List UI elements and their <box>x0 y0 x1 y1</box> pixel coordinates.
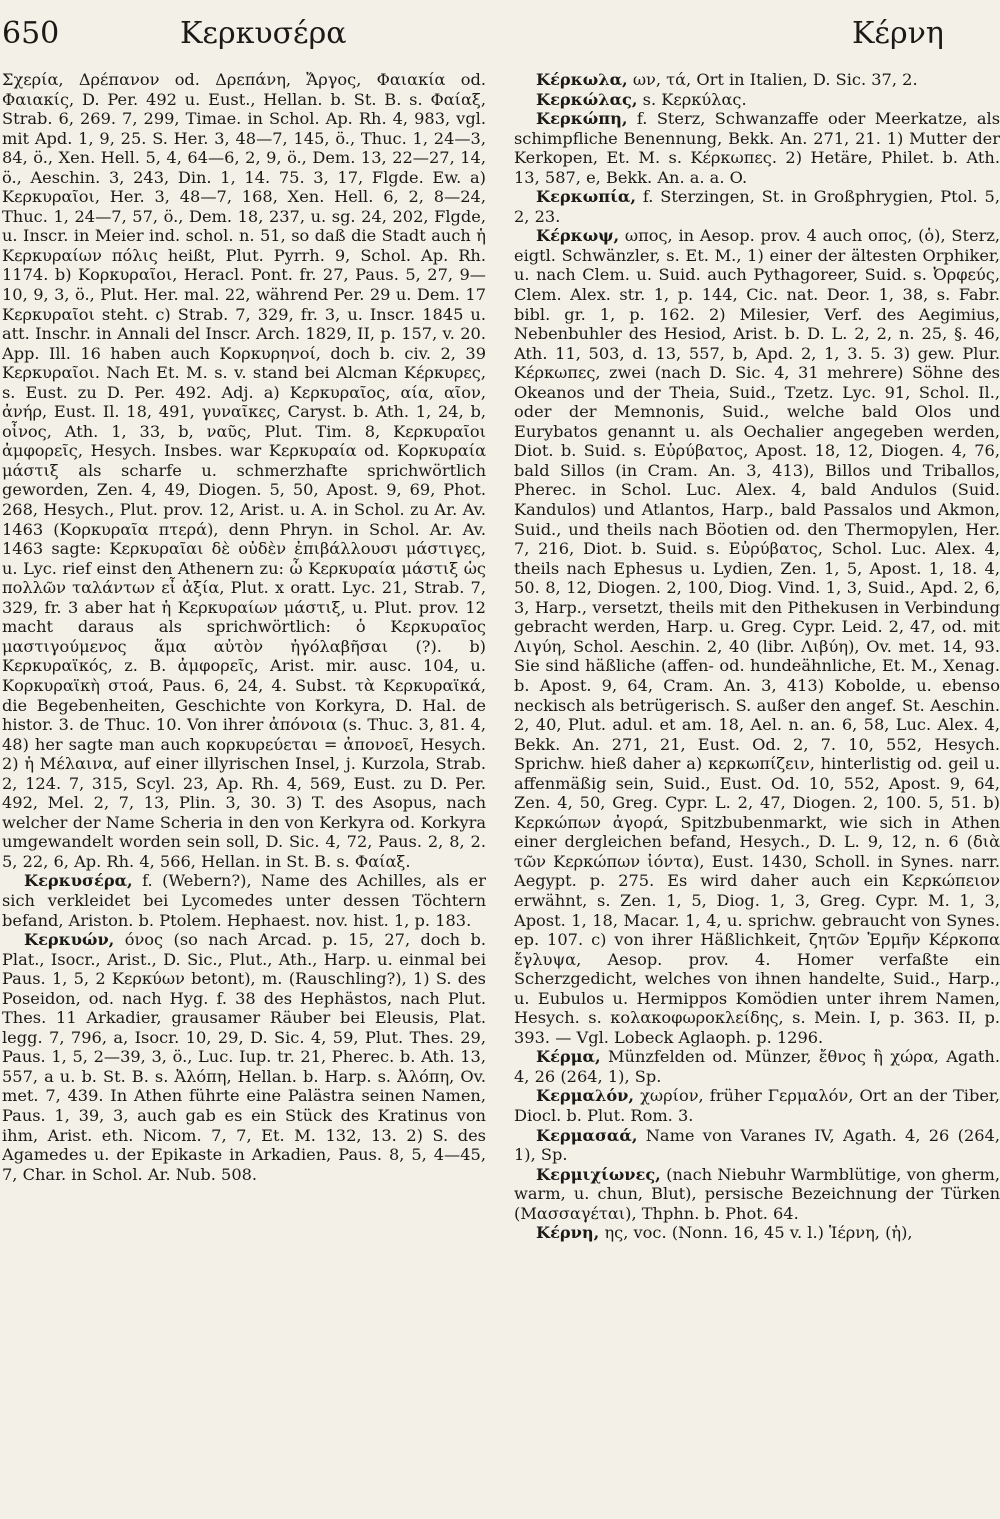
entry-text: f. (Webern?), Name des Achilles, als er sich verkleidet bei Lycomedes unter dessen Töchtern befand, Ariston. b. Ptolem. Hephaest. nov. hist. 1, p. 183. <box>2 871 486 930</box>
dictionary-entry <box>2 930 486 1184</box>
entry-text: (nach Niebuhr Warmblütige, von gherm, warm, u. chun, Blut), persische Bezeichnung der Türken (Μασσαγέται), Thphn. b. Phot. 64. <box>514 1164 1000 1223</box>
page-number: 650 <box>2 16 60 51</box>
entry-text: όνος (so nach Arcad. p. 15, 27, doch b. Plat., Isocr., Arist., D. Sic., Plut., Ath., Harp. u. einmal bei Paus. 1, 5, 2 Κερκύων betont), m. (Rauschling?), 1) S. des Poseidon, od. nach Hyg. f. 38 des Hephästos, nach Plut. Thes. 11 Arkadier, grausamer Räuber bei Eleusis, Plat. legg. 7, 796, a, Isocr. 10, 29, D. Sic. 4, 59, Plut. Thes. 29, Paus. 1, 5, 2—39, 3, ö., Luc. Iup. tr. 21, Pherec. b. Ath. 13, 557, a u. b. St. B. s. Ἀλόπη, Hellan. b. Harp. s. Ἀλόπη, Ov. met. 7, 439. In Athen führte eine Palästra seinen Namen, Paus. 1, 39, 3, auch gab es ein Stück des Kratinus von ihm, Arist. eth. Nicom. 7, 7, Et. M. 132, 13. 2) S. des Agamedes u. der Epikaste in Arkadien, Paus. 8, 5, 4—45, 7, Char. in Schol. Ar. Nub. 508. <box>2 930 486 1184</box>
entry-lemma: Κερκωπία, <box>536 187 636 207</box>
dictionary-entry <box>514 70 1000 90</box>
dictionary-entry <box>514 1165 1000 1224</box>
entry-lemma: Κέρκωλα, <box>536 70 628 89</box>
entry-text: f. Sterzingen, St. in Großphrygien, Ptol. 5, 2, 23. <box>514 187 1000 226</box>
right-column <box>514 70 1000 1500</box>
dictionary-entry <box>514 109 1000 187</box>
right-running-headword: Κέρνη <box>852 16 944 51</box>
entry-lemma: Κερκυσέρα, <box>24 871 133 891</box>
dictionary-entry <box>514 1086 1000 1125</box>
entry-text: χωρίον, früher Γερμαλόν, Ort an der Tiber, Diocl. b. Plut. Rom. 3. <box>514 1086 1000 1125</box>
dictionary-entry <box>2 871 486 930</box>
entry-lemma: Κέρμα, <box>536 1047 601 1067</box>
entry-text: Σχερία, Δρέπανον od. Δρεπάνη, Ἄργος, Φαιακία od. Φαιακίς, D. Per. 492 u. Eust., Hellan. b. St. B. s. Φαίαξ, Strab. 6, 269. 7, 299, Timae. in Schol. Ap. Rh. 4, 983, vgl. mit Apd. 1, 9, 25. S. Her. 3, 48—7, 145, ö., Thuc. 1, 24—3, 84, ö., Xen. Hell. 5, 4, 64—6, 2, 9, ö., Dem. 13, 22—27, 14, ö., Aeschin. 3, 243, Din. 1, 14. 75. 3, 17, Flgde. Ew. a) Κερκυραῖοι, Her. 3, 48—7, 168, Xen. Hell. 6, 2, 8—24, Thuc. 1, 24—7, 57, ö., Dem. 18, 237, u. sg. 24, 202, Flgde, u. Inscr. in Meier ind. schol. n. 51, so daß die Stadt auch ἡ Κερκυραίων πόλις heißt, Plut. Pyrrh. 9, Schol. Ap. Rh. 1174. b) Κορκυραῖοι, Heracl. Pont. fr. 27, Paus. 5, 27, 9—10, 9, 3, ö., Plut. Her. mal. 22, während Per. 29 u. Dem. 17 Κερκυραῖοι steht. c) Strab. 7, 329, fr. 3, u. Inscr. 1845 u. att. Inschr. in Annali del Inscr. Arch. 1829, II, p. 157, v. 20. App. Ill. 16 haben auch Κορκυρηνοί, doch b. civ. 2, 39 Κερκυραῖοι. Nach Et. M. s. v. stand bei Alcman Κέρκυρες, s. Eust. zu D. Per. 492. Adj. a) Κερκυραῖος, αία, αῖον, ἀνήρ, Eust. Il. 18, 491, γυναῖκες, Caryst. b. Ath. 1, 24, b, οἶνος, Ath. 1, 33, b, ναῦς, Plut. Tim. 8, Κερκυραῖοι ἀμφορεῖς, Hesych. Insbes. war Κερκυραία od. Κορκυραία μάστιξ als scharfe u. schmerzhafte sprichwörtlich geworden, Zen. 4, 49, Diogen. 5, 50, Apost. 9, 69, Phot. 268, Hesych., Plut. prov. 12, Arist. u. A. in Schol. zu Ar. Av. 1463 (Κορκυραῖα πτερά), denn Phryn. in Schol. Ar. Av. 1463 sagte: Κερκυραῖαι δὲ οὐδὲν ἐπιβάλλουσι μάστιγες, u. Lyc. rief einst den Athenern zu: ὦ Κερκυραία μάστιξ ὡς πολλῶν ταλάντων εἶ ἀξία, Plut. x oratt. Lyc. 21, Strab. 7, 329, fr. 3 aber hat ἡ Κερκυραίων μάστιξ, u. Plut. prov. 12 macht daraus als sprichwörtlich: ὁ Κερκυραῖος μαστιγούμενος ἅμα αὐτὸν ἠγόλαβῆσαι (?). b) Κερκυραϊκός, z. B. ἀμφορεῖς, Arist. mir. ausc. 104, u. Κορκυραϊκὴ στοά, Paus. 6, 24, 4. Subst. τὰ Κερκυραϊκά, die Begebenheiten, Geschichte von Korkyra, D. Hal. de histor. 3. de Thuc. 10. Von ihrer ἀπόνοια (s. Thuc. 3, 81. 4, 48) her sagte man auch κορκυρεύεται = ἀπονοεῖ, Hesych. 2) ἡ Μέλαινα, auf einer illyrischen Insel, j. Kurzola, Strab. 2, 124. 7, 315, Scyl. 23, Ap. Rh. 4, 569, Eust. zu D. Per. 492, Mel. 2, 7, 13, Plin. 3, 30. 3) T. des Asopus, nach welcher der Name Scheria in den von Kerkyra od. Korkyra umgewandelt worden sein soll, D. Sic. 4, 72, Paus. 2, 8, 2. 5, 22, 6, Ap. Rh. 4, 566, Hellan. in St. B. s. Φαίαξ. <box>2 70 486 871</box>
entry-text: ων, τά, Ort in Italien, D. Sic. 37, 2. <box>627 70 918 89</box>
entry-text: ωπος, in Aesop. prov. 4 auch οπος, (ὁ), Sterz, eigtl. Schwänzler, s. Et. M., 1) einer der ältesten Orphiker, u. nach Clem. u. Suid. auch Pythagoreer, Suid. s. Ὀρφεύς, Clem. Alex. str. 1, p. 144, Cic. nat. Deor. 1, 38, s. Fabr. bibl. gr. 1, p. 162. 2) Milesier, Verf. des Aegimius, Nebenbuhler des Hesiod, Arist. b. D. L. 2, 2, n. 25, §. 46, Ath. 11, 503, d. 13, 557, b, Apd. 2, 1, 3. 5. 3) gew. Plur. Κέρκωπες, zwei (nach D. Sic. 4, 31 mehrere) Söhne des Okeanos und der Theia, Suid., Tzetz. Lyc. 91, Schol. Il., oder der Memnonis, Suid., welche bald Olos und Eurybatos genannt u. als Oechalier angegeben werden, Diot. b. Suid. s. Εὐρύβατος, Apost. 18, 12, Diogen. 4, 76, bald Sillos (in Cram. An. 3, 413), Billos und Triballos, Pherec. in Schol. Luc. Alex. 4, bald Andulos (Suid. Kandulos) und Atlantos, Harp., bald Passalos und Akmon, Suid., und theils nach Böotien od. den Thermopylen, Her. 7, 216, Diot. b. Suid. s. Εὐρύβατος, Schol. Luc. Alex. 4, theils nach Ephesus u. Lydien, Zen. 1, 5, Apost. 1, 18. 4, 50. 8, 12, Diogen. 2, 100, Diog. Vind. 1, 3, Suid., Apd. 2, 6, 3, Harp., versetzt, theils mit den Pithekusen in Verbindung gebracht werden, Harp. u. Greg. Cypr. Leid. 2, 47, od. mit Λιγύη, Schol. Aeschin. 2, 40 (libr. Λιβύη), Ov. met. 14, 93. Sie sind häßliche (affen- od. hundeähnliche, Et. M., Xenag. b. Apost. 9, 64, Cram. An. 3, 413) Kobolde, u. ebenso neckisch als betrügerisch. S. außer den angef. St. Aeschin. 2, 40, Plut. adul. et am. 18, Ael. n. an. 6, 58, Luc. Alex. 4, Bekk. An. 271, 21, Eust. Od. 2, 7. 10, 552, Hesych. Sprichw. hieß daher a) κερκωπίζειν, hinterlistig od. geil u. affenmäßig sein, Suid., Eust. Od. 10, 552, Apost. 9, 64, Zen. 4, 50, Greg. Cypr. L. 2, 47, Diogen. 2, 100. 5, 51. b) Κερκώπων ἀγορά, Spitzbubenmarkt, wie sich in Athen einer dergleichen befand, Hesych., D. L. 9, 12, n. 6 (διὰ τῶν Κερκώπων ἰόντα), Eust. 1430, Scholl. in Synes. narr. Aegypt. p. 275. Es wird daher auch ein Κερκώπειον erwähnt, s. Zen. 1, 5, Diog. 1, 3, Greg. Cypr. M. 1, 3, Apost. 1, 18, Macar. 1, 4, u. sprichw. gebraucht von Synes. ep. 107. c) von ihrer Häßlichkeit, ζητῶν Ἑρμῆν Κέρκοπα ἔγλυψα, Aesop. prov. 4. Homer verfaßte ein Scherzgedicht, welches von ihnen handelte, Suid., Harp., u. Eubulos u. Hermippos Komödien unter ihrem Namen, Hesych. s. κολακοφωροκλείδης, s. Mein. I, p. 363. II, p. 393. — Vgl. Lobeck Aglaoph. p. 1296. <box>514 226 1000 1047</box>
entry-text: Name von Varanes IV, Agath. 4, 26 (264, 1), Sp. <box>514 1125 1000 1165</box>
entry-text: s. Κερκύλας. <box>637 89 747 109</box>
dictionary-entry <box>514 1126 1000 1165</box>
entry-text: ης, voc. (Nonn. 16, 45 v. l.) Ἱέρνη, (ἡ), <box>599 1223 913 1243</box>
entry-lemma: Κερμασαά, <box>536 1125 638 1145</box>
dictionary-entry <box>514 1223 1000 1243</box>
entry-text: Münzfelden od. Münzer, ἔθνος ἢ χώρα, Agath. 4, 26 (264, 1), Sp. <box>514 1047 1000 1086</box>
dictionary-entry <box>514 187 1000 226</box>
entry-lemma: Κέρνη, <box>536 1223 600 1243</box>
page-header <box>0 10 1000 70</box>
entry-lemma: Κερκώλας, <box>536 89 638 109</box>
dictionary-entry <box>514 90 1000 110</box>
entry-lemma: Κερκώπη, <box>536 109 628 129</box>
left-column <box>2 70 486 1500</box>
entry-lemma: Κέρκωψ, <box>536 226 620 246</box>
entry-lemma: Κερμιχίωνες, <box>536 1164 661 1184</box>
entry-lemma: Κερκυών, <box>24 930 115 950</box>
dictionary-entry <box>514 226 1000 1047</box>
dictionary-entry <box>2 70 486 871</box>
entry-text: f. Sterz, Schwanzaffe oder Meerkatze, als schimpfliche Benennung, Bekk. An. 271, 21. 1) Mutter der Kerkopen, Et. M. s. Κέρκωπες. 2) Hetäre, Philet. b. Ath. 13, 587, e, Bekk. An. a. a. O. <box>514 109 1000 187</box>
left-running-headword: Κερκυσέρα <box>180 16 347 51</box>
entry-lemma: Κερμαλόν, <box>536 1086 634 1106</box>
dictionary-entry <box>514 1047 1000 1086</box>
